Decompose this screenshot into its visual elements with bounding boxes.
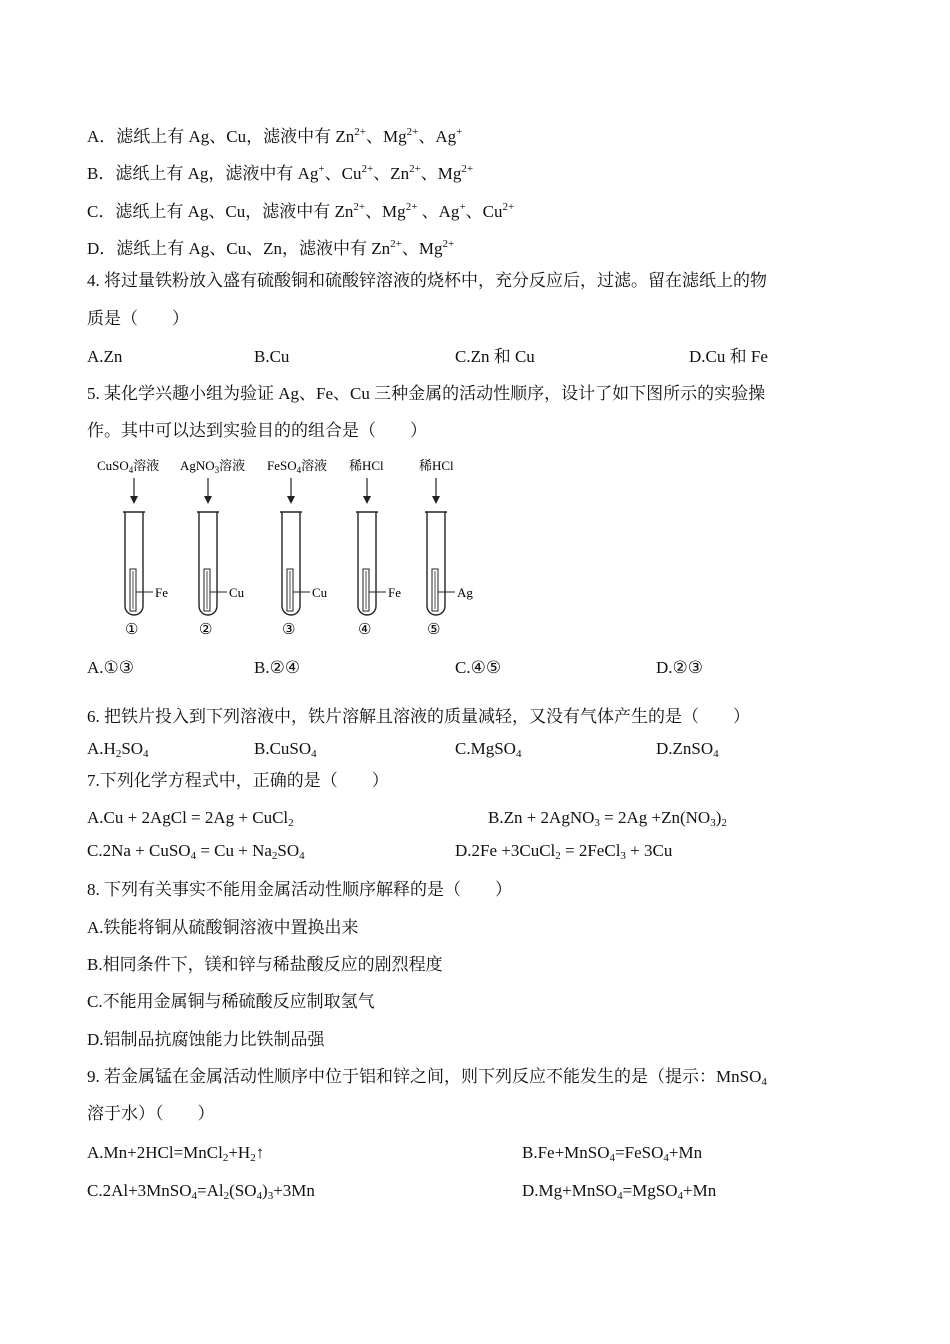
q6-option-b [254, 738, 317, 765]
subscript: 4 [256, 1190, 263, 1202]
tube-5 [419, 458, 473, 638]
subscript: 3 [620, 850, 626, 862]
q5-option-c: C.④⑤ [455, 658, 502, 677]
q6-option-c [455, 738, 521, 765]
subscript: 4 [677, 1190, 684, 1202]
subscript: 3 [594, 817, 600, 829]
q8-option-d: D.铝制品抗腐蚀能力比铁制品强 [87, 1030, 325, 1049]
text: B.Zn + 2AgNO [488, 808, 595, 827]
charge: 2+ [442, 238, 455, 250]
q7-option-c [87, 840, 305, 867]
text: ) [262, 1181, 268, 1200]
q3-option-d [87, 233, 454, 260]
text: 、Mg [420, 164, 462, 183]
q4-stem-line2: 质是（ ） [87, 309, 189, 328]
q4-stem-line1: 4. 将过量铁粉放入盛有硫酸铜和硫酸锌溶液的烧杯中，充分反应后，过滤。留在滤纸上的物 [87, 271, 767, 290]
text: D.Mg+MnSO [522, 1181, 618, 1200]
q5-stem-line1: 5. 某化学兴趣小组为验证 Ag、Fe、Cu 三种金属的活动性顺序，设计了如下图所示的实验操 [87, 384, 766, 403]
subscript: 2 [555, 850, 561, 862]
text: =FeSO [615, 1143, 664, 1162]
q7-option-d [455, 840, 672, 867]
q4-option-c: C.Zn 和 Cu [455, 347, 535, 366]
text: = Cu + Na [196, 841, 272, 860]
subscript: 4 [191, 1190, 198, 1202]
text: 、Cu [324, 164, 362, 183]
text: C．滤纸上有 Ag、Cu，滤液中有 Zn [87, 202, 354, 221]
charge: 2+ [390, 238, 402, 250]
metal-label: Cu [312, 585, 328, 600]
q4-option-d: D.Cu 和 Fe [689, 347, 768, 366]
tube-number: ③ [282, 622, 296, 638]
text: SO [277, 841, 300, 860]
text: SO [121, 739, 144, 758]
text: +H [228, 1143, 251, 1162]
text: B.Fe+MnSO [522, 1143, 610, 1162]
q7-stem: 7.下列化学方程式中，正确的是（ ） [87, 771, 389, 790]
text: (SO [229, 1181, 257, 1200]
q9-option-b [522, 1142, 702, 1169]
charge: 2+ [361, 163, 374, 175]
text: 、Mg [365, 202, 406, 221]
q7-option-b [488, 807, 727, 834]
charge: 2+ [461, 163, 474, 175]
text: C.MgSO [455, 739, 516, 758]
q3-option-c [87, 196, 514, 223]
charge: 2+ [354, 126, 366, 138]
text: +Mn [668, 1143, 703, 1162]
arrow-icon [363, 496, 371, 504]
text: = 2Ag +Zn(NO [599, 808, 711, 827]
metal-label: Cu [229, 585, 245, 600]
q9-stem-line2: 溶于水）（ ） [87, 1104, 215, 1123]
tube-4 [349, 458, 401, 638]
metal-label: Fe [388, 585, 401, 600]
subscript: 4 [761, 1076, 767, 1088]
reagent-label: 稀HCl [419, 458, 454, 473]
text: 、Cu [465, 202, 503, 221]
text: ) [715, 808, 722, 827]
text: 、Ag [418, 127, 457, 146]
metal-label: Fe [155, 585, 168, 600]
text: +Mn [683, 1181, 717, 1200]
tube-number: ⑤ [427, 622, 441, 638]
text: =MgSO [622, 1181, 678, 1200]
charge: 2+ [502, 201, 515, 213]
q5-stem-line2: 作。其中可以达到实验目的的组合是（ ） [87, 421, 427, 440]
q8-option-b: B.相同条件下，镁和锌与稀盐酸反应的剧烈程度 [87, 955, 443, 974]
tube-number: ① [125, 622, 139, 638]
reagent-label: 稀HCl [349, 458, 384, 473]
text: C.2Na + CuSO [87, 841, 191, 860]
q6-stem: 6. 把铁片投入到下列溶液中，铁片溶解且溶液的质量减轻，又没有气体产生的是（ ） [87, 707, 750, 726]
charge: 2+ [409, 163, 421, 175]
q9-stem-line1 [87, 1066, 767, 1093]
subscript: 2 [250, 1152, 256, 1164]
text: = 2FeCl [560, 841, 621, 860]
metal-label: Ag [457, 585, 473, 600]
subscript: 4 [609, 1152, 616, 1164]
q7-option-a [87, 807, 294, 834]
reagent-label: AgNO$_3$溶液 [180, 458, 246, 475]
text: C.2Al+3MnSO [87, 1181, 192, 1200]
q8-option-a: A.铁能将铜从硫酸铜溶液中置换出来 [87, 918, 359, 937]
charge: + [459, 201, 466, 213]
reagent-label: FeSO$_4$溶液 [267, 458, 328, 475]
subscript: 4 [713, 748, 719, 760]
text: 、Ag [417, 202, 460, 221]
subscript: 2 [223, 1190, 230, 1202]
subscript: 2 [222, 1152, 229, 1164]
q3-option-b [87, 158, 473, 185]
tube-number: ④ [358, 622, 372, 638]
q4-option-a: A.Zn [87, 347, 123, 366]
text: 、Mg [401, 239, 443, 258]
subscript: 4 [299, 850, 305, 862]
arrow-icon [204, 496, 212, 504]
subscript: 2 [288, 817, 294, 829]
q8-stem: 8. 下列有关事实不能用金属活动性顺序解释的是（ ） [87, 880, 512, 899]
text: A．滤纸上有 Ag、Cu，滤液中有 Zn [87, 127, 355, 146]
subscript: 3 [710, 817, 716, 829]
subscript: 2 [115, 748, 122, 760]
tube-3 [267, 458, 328, 638]
text: 、Zn [373, 164, 410, 183]
charge: 2+ [406, 126, 419, 138]
text: +3Mn [273, 1181, 315, 1200]
subscript: 4 [143, 748, 149, 760]
text: D.ZnSO [656, 739, 714, 758]
tube-2 [180, 458, 245, 638]
subscript: 4 [617, 1190, 623, 1202]
text: + 3Cu [625, 841, 673, 860]
q9-option-d [522, 1180, 716, 1207]
text: A.Mn+2HCl=MnCl [87, 1143, 223, 1162]
q6-option-a [87, 738, 149, 765]
text: 9. 若金属锰在金属活动性顺序中位于铝和锌之间，则下列反应不能发生的是（提示：MnSO [87, 1067, 762, 1086]
subscript: 4 [663, 1152, 669, 1164]
tube-number: ② [199, 622, 213, 638]
subscript: 4 [190, 850, 197, 862]
text: A.Cu + 2AgCl = 2Ag + CuCl [87, 808, 289, 827]
text: B．滤纸上有 Ag，滤液中有 Ag [87, 164, 319, 183]
subscript: 2 [271, 850, 278, 862]
q6-option-d [656, 738, 719, 765]
q5-option-d: D.②③ [656, 658, 704, 677]
charge: + [318, 163, 325, 175]
charge: + [456, 126, 463, 138]
q5-option-b: B.②④ [254, 658, 301, 677]
subscript: 4 [515, 748, 522, 760]
q5-option-a: A.①③ [87, 658, 135, 677]
text: D．滤纸上有 Ag、Cu、Zn，滤液中有 Zn [87, 239, 391, 258]
reagent-label: CuSO$_4$溶液 [97, 458, 160, 475]
charge: 2+ [353, 201, 366, 213]
arrow-icon [287, 496, 295, 504]
subscript: 2 [721, 817, 727, 829]
q8-option-c: C.不能用金属铜与稀硫酸反应制取氢气 [87, 992, 375, 1011]
q3-option-a [87, 121, 462, 148]
charge: 2+ [405, 201, 418, 213]
q9-option-c [87, 1180, 315, 1207]
text: B.CuSO [254, 739, 312, 758]
subscript: 4 [311, 748, 317, 760]
text: =Al [197, 1181, 224, 1200]
test-tube-figure [95, 452, 495, 647]
text: D.2Fe +3CuCl [455, 841, 556, 860]
subscript: 3 [267, 1190, 274, 1202]
q4-option-b: B.Cu [254, 347, 290, 366]
arrow-icon [432, 496, 440, 504]
text: 、Mg [366, 127, 407, 146]
tube-1 [97, 458, 168, 638]
text: A.H [87, 739, 116, 758]
text: ↑ [255, 1143, 265, 1162]
q9-option-a [87, 1142, 264, 1169]
arrow-icon [130, 496, 138, 504]
